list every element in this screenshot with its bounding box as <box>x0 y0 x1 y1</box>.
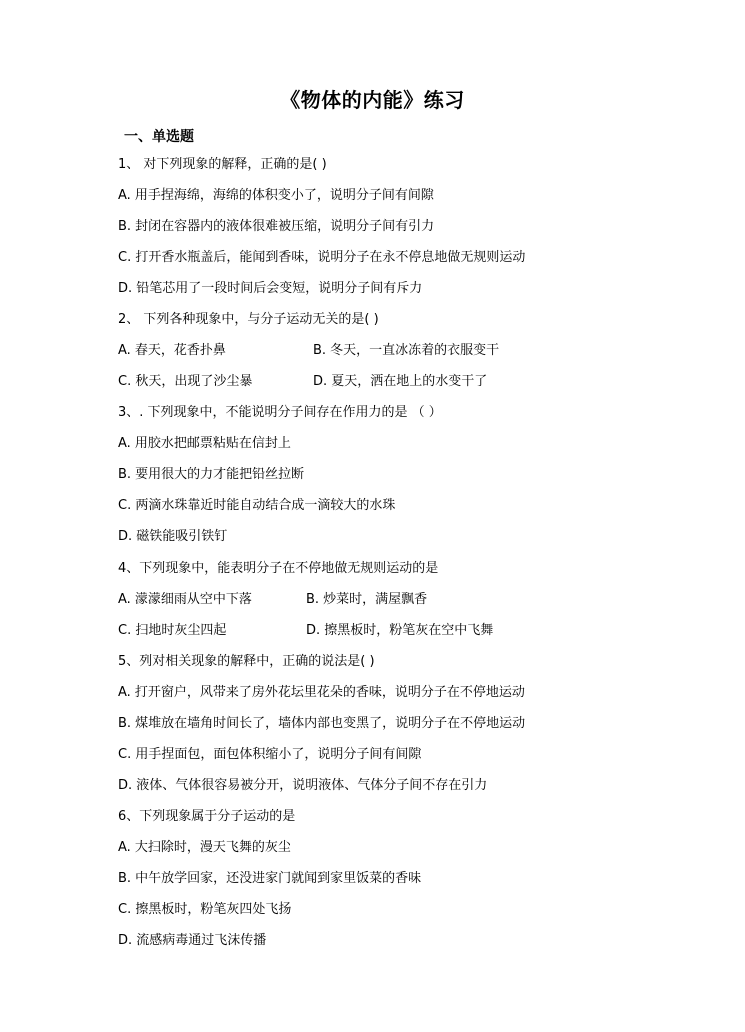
question-5-option-d: D. 液体、气体很容易被分开，说明液体、气体分子间不存在引力 <box>118 778 488 793</box>
question-3-option-c: C. 两滴水珠靠近时能自动结合成一滴较大的水珠 <box>118 498 396 513</box>
question-2-stem: 2、 下列各种现象中，与分子运动无关的是( ) <box>118 312 379 327</box>
question-1-option-d: D. 铅笔芯用了一段时间后会变短，说明分子间有斥力 <box>118 281 423 296</box>
question-4-option-d: D. 擦黑板时，粉笔灰在空中飞舞 <box>306 623 494 638</box>
question-3-option-a: A. 用胶水把邮票粘贴在信封上 <box>118 436 291 451</box>
question-4-stem: 4、下列现象中，能表明分子在不停地做无规则运动的是 <box>118 561 439 576</box>
question-3-option-d: D. 磁铁能吸引铁钉 <box>118 529 228 544</box>
question-5-option-a: A. 打开窗户，风带来了房外花坛里花朵的香味，说明分子在不停地运动 <box>118 685 525 700</box>
document-title: 《物体的内能》练习 <box>280 88 465 112</box>
question-1-option-a: A. 用手捏海绵，海绵的体积变小了，说明分子间有间隙 <box>118 188 434 203</box>
question-5-option-b: B. 煤堆放在墙角时间长了，墙体内部也变黑了，说明分子在不停地运动 <box>118 716 526 731</box>
question-6-option-d: D. 流感病毒通过飞沫传播 <box>118 933 267 948</box>
question-1-option-c: C. 打开香水瓶盖后，能闻到香味，说明分子在永不停息地做无规则运动 <box>118 250 526 265</box>
question-4-option-b: B. 炒菜时，满屋飘香 <box>306 592 428 607</box>
question-2-option-c: C. 秋天，出现了沙尘暴 <box>118 374 253 389</box>
question-6-option-c: C. 擦黑板时，粉笔灰四处飞扬 <box>118 902 292 917</box>
question-1-stem: 1、 对下列现象的解释，正确的是( ) <box>118 157 327 172</box>
question-2-option-d: D. 夏天，洒在地上的水变干了 <box>313 374 488 389</box>
question-5-option-c: C. 用手捏面包，面包体积缩小了，说明分子间有间隙 <box>118 747 422 762</box>
question-6-option-b: B. 中午放学回家，还没进家门就闻到家里饭菜的香味 <box>118 871 422 886</box>
question-1-option-b: B. 封闭在容器内的液体很难被压缩，说明分子间有引力 <box>118 219 435 234</box>
section-heading: 一、单选题 <box>124 129 194 145</box>
question-3-stem: 3、. 下列现象中，不能说明分子间存在作用力的是 （ ） <box>118 405 442 420</box>
question-6-stem: 6、下列现象属于分子运动的是 <box>118 809 296 824</box>
question-4-option-c: C. 扫地时灰尘四起 <box>118 623 227 638</box>
question-6-option-a: A. 大扫除时，漫天飞舞的灰尘 <box>118 840 291 855</box>
question-5-stem: 5、列对相关现象的解释中，正确的说法是( ) <box>118 654 375 669</box>
question-2-option-b: B. 冬天，一直冰冻着的衣服变干 <box>313 343 500 358</box>
question-3-option-b: B. 要用很大的力才能把铅丝拉断 <box>118 467 305 482</box>
question-2-option-a: A. 春天，花香扑鼻 <box>118 343 226 358</box>
question-4-option-a: A. 濛濛细雨从空中下落 <box>118 592 252 607</box>
